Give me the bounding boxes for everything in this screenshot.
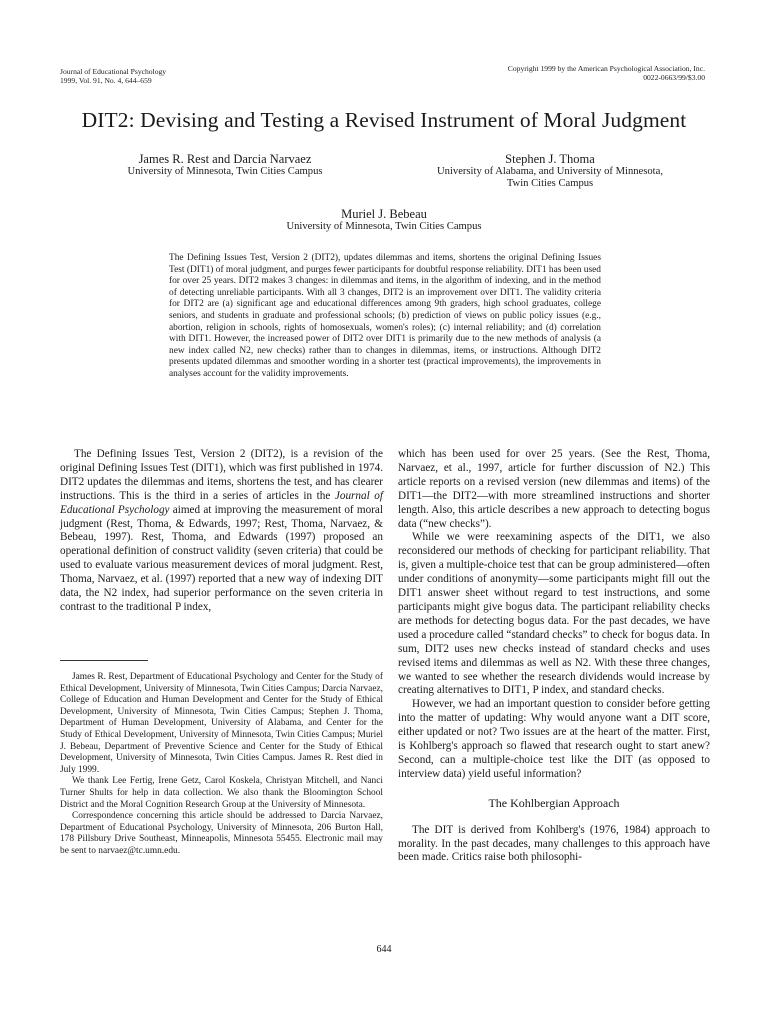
author-affiliations-note: James R. Rest, Department of Educational Psychology and Center for the Study of Ethical Development, University of Minnesota, Twin Cities Campus; Darcia Narvaez, College of Education and Human Development and Center for the Study of Ethical Development, University of Minnesota, Twin Cities Campus; Stephen J. Thoma, Department of Human Development, University of Alabama, and Center for the Study of Ethical Development, University of Minnesota, Twin Cities Campus; Muriel J. Bebeau, Department of Preventive Science and Center for the Study of Ethical Development, University of Minnesota, Twin Cities Campus. James R. Rest died in July 1999. bbox=[60, 672, 383, 775]
paragraph-text: aimed at improving the measurement of moral judgment (Rest, Thoma, & Edwards, 1997; Rest, Thoma, Narvaez, & Bebeau, 1997). Rest, Thoma, and Edwards (1997) proposed an operational definition of construct validity (seven criteria) that could be used to evaluate various measurement devices of moral judgment. Rest, Thoma, Narvaez, et al. (1997) reported that a new way of indexing DIT data, the N2 index, had superior performance on the seven criteria in contrast to the traditional P index, bbox=[60, 503, 383, 613]
author-block-1 bbox=[80, 153, 370, 178]
author-names: James R. Rest and Darcia Narvaez bbox=[138, 152, 312, 166]
author-block-2 bbox=[400, 153, 700, 190]
issn-price: 0022-0663/99/$3.00 bbox=[643, 73, 705, 82]
copyright-line: Copyright 1999 by the American Psychological Association, Inc. bbox=[507, 64, 705, 73]
journal-name: Journal of Educational Psychology bbox=[60, 67, 167, 76]
body-paragraph: While we were reexamining aspects of the DIT1, we also reconsidered our methods of checking for participant reliability. That is, given a multiple-choice test that can be group administered—often under conditions of anonymity—some participants might fill out the DIT1 answer sheet without regard to test instructions, and some participants might give bogus data. The participant reliability checks are methods for detecting bogus data. For the past decades, we have used a procedure called “standard checks” to check for bogus data. In sum, DIT2 uses new checks instead of standard checks and uses revised items and dilemmas as well as N2. With these three changes, we wanted to see whether the research dividends would increase by creating alternatives to DIT1, P index, and standard checks. bbox=[398, 531, 710, 697]
author-affiliation: University of Alabama, and University of Minnesota, bbox=[437, 166, 663, 177]
body-paragraph: However, we had an important question to consider before getting into the matter of updating: Why would anyone want a DIT score, either updated or not? Two issues are at the heart of the matter. First, is Kohlberg's approach so flawed that research ought to start anew? Second, can a multiple-choice test like the DIT (as opposed to interview data) yield useful information? bbox=[398, 698, 710, 780]
correspondence-note: Correspondence concerning this article should be addressed to Darcia Narvaez, Department of Educational Psychology, University of Minnesota, 206 Burton Hall, 178 Pillsbury Drive Southeast, Minneapolis, Minnesota 55455. Electronic mail may be sent to narvaez@tc.umn.edu. bbox=[60, 811, 383, 856]
author-affiliation: University of Minnesota, Twin Cities Campus bbox=[286, 221, 482, 232]
journal-volume: 1999, Vol. 91, No. 4, 644–659 bbox=[60, 76, 152, 85]
footnote-divider bbox=[60, 660, 148, 661]
author-note bbox=[60, 672, 383, 858]
paragraph-text: The Defining Issues Test, Version 2 (DIT2), is a revision of the original Defining Issues Test (DIT1), which was first published in 1974. DIT2 updates the dilemmas and items, shortens the test, and has clearer instructions. This is the third in a series of articles in the bbox=[60, 448, 383, 502]
journal-title-italic: Journal of Educational Psychology bbox=[60, 489, 383, 516]
body-column-left bbox=[60, 448, 383, 615]
copyright-notice bbox=[440, 64, 705, 82]
journal-citation bbox=[60, 67, 166, 85]
body-paragraph: which has been used for over 25 years. (See the Rest, Thoma, Narvaez, et al., 1997, article for further discussion of N2.) This article reports on a revised version (new dilemmas and items) of the DIT1—the DIT2—with more streamlined instructions and shorter length. Also, this article describes a new approach to detecting bogus data (“new checks”). bbox=[398, 448, 710, 530]
section-heading: The Kohlbergian Approach bbox=[488, 795, 620, 810]
article-title: DIT2: Devising and Testing a Revised Instrument of Moral Judgment bbox=[81, 108, 687, 132]
author-block-3 bbox=[230, 208, 538, 233]
body-paragraph: The DIT is derived from Kohlberg's (1976, 1984) approach to morality. In the past decades, many challenges to this approach have been made. Critics raise both philosophi- bbox=[398, 823, 710, 864]
acknowledgments-note: We thank Lee Fertig, Irene Getz, Carol Koskela, Christyan Mitchell, and Nanci Turner Shults for help in data collection. We also thank the Bloomington School District and the Moral Cognition Research Group at the University of Minnesota. bbox=[60, 776, 383, 810]
author-names: Muriel J. Bebeau bbox=[341, 207, 427, 221]
author-affiliation: University of Minnesota, Twin Cities Campus bbox=[127, 166, 323, 177]
page-number: 644 bbox=[376, 944, 392, 955]
body-paragraph bbox=[60, 448, 383, 615]
author-affiliation: Twin Cities Campus bbox=[506, 178, 594, 189]
body-column-right bbox=[398, 448, 710, 865]
author-names: Stephen J. Thoma bbox=[505, 152, 595, 166]
abstract: The Defining Issues Test, Version 2 (DIT2), updates dilemmas and items, shortens the original Defining Issues Test (DIT1) of moral judgment, and purges fewer participants for doubtful response reliability. DIT1 has been used for over 25 years. DIT2 makes 3 changes: in dilemmas and items, in the algorithm of indexing, and in the method of detecting unreliable participants. With all 3 changes, DIT2 is an improvement over DIT1. The validity criteria for DIT2 are (a) significant age and educational differences among 9th graders, high school graduates, college seniors, and students in graduate and professional schools; (b) prediction of views on public policy issues (e.g., abortion, religion in schools, rights of homosexuals, women's roles); (c) internal reliability; and (d) correlation with DIT1. However, the increased power of DIT2 over DIT1 is primarily due to the new methods of analysis (a new index called N2, new checks) rather than to changes in dilemmas, items, or instructions. Although DIT2 presents updated dilemmas and smoother wording in a shorter test (practical improvements), the improvements in analyses account for the validity improvements. bbox=[169, 253, 601, 379]
